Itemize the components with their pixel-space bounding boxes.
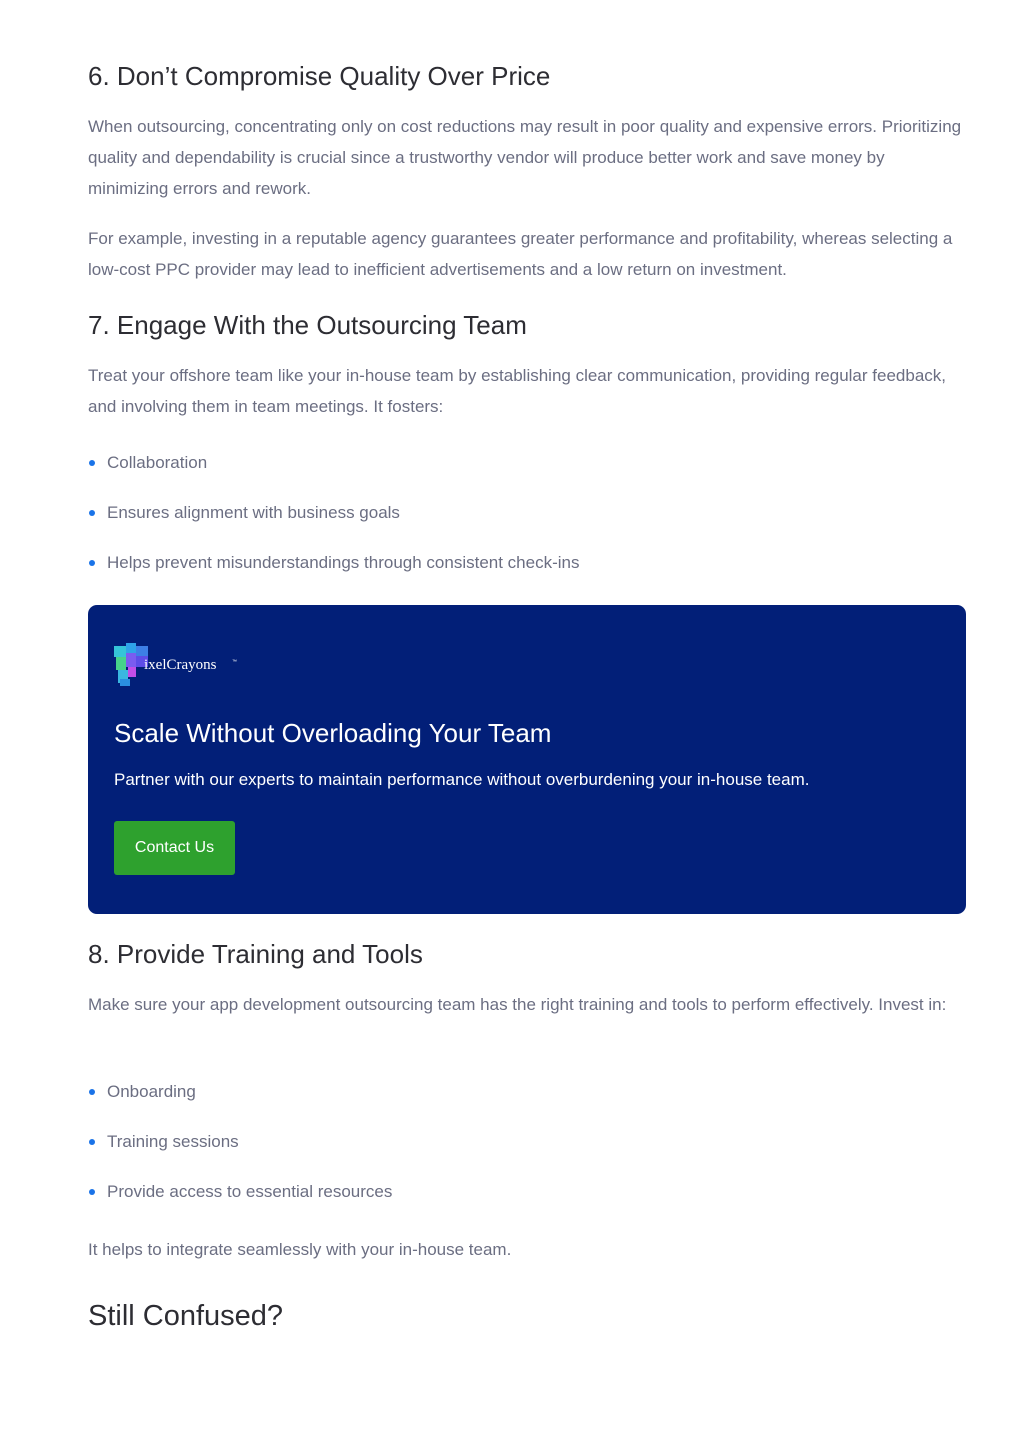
list-item: Helps prevent misunderstandings through consistent check-ins	[88, 552, 579, 574]
bullet-list-training	[88, 1081, 392, 1203]
list-item: Collaboration	[88, 452, 579, 502]
section-paragraph-closing: It helps to integrate seamlessly with your in-house team.	[88, 1240, 512, 1259]
section-heading-engage: 7. Engage With the Outsourcing Team	[88, 310, 527, 340]
bullet-list-engage	[88, 452, 579, 574]
faq-heading: Still Confused?	[88, 1300, 284, 1332]
list-item: Provide access to essential resources	[88, 1181, 392, 1203]
cta-title: Scale Without Overloading Your Team	[114, 718, 552, 748]
cta-banner	[88, 605, 966, 914]
section-paragraph-example: For example, investing in a reputable agency guarantees greater performance and profitability, whereas selecting a low-cost PPC provider may lead to inefficient advertisements and a low return on investment.	[88, 229, 953, 279]
logo-wordmark: ixelCrayons	[144, 657, 217, 673]
pixelcrayons-logo	[114, 643, 254, 691]
list-item: Ensures alignment with business goals	[88, 502, 579, 552]
section-paragraph-engage: Treat your offshore team like your in-house team by establishing clear communication, providing regular feedback, and involving them in team meetings. It fosters:	[88, 366, 946, 416]
contact-us-button[interactable]: Contact Us	[114, 821, 235, 875]
section-paragraph-training: Make sure your app development outsourcing team has the right training and tools to perform effectively. Invest in:	[88, 995, 947, 1014]
list-item: Training sessions	[88, 1131, 392, 1181]
section-paragraph-quality: When outsourcing, concentrating only on cost reductions may result in poor quality and expensive errors. Prioritizing quality and dependability is crucial since a trustworthy vendor will produce better work and save money by minimizing errors and rework.	[88, 117, 962, 198]
cta-description: Partner with our experts to maintain performance without overburdening your in-house team.	[114, 770, 810, 789]
section-heading-quality: 6. Don’t Compromise Quality Over Price	[88, 61, 551, 91]
list-item: Onboarding	[88, 1081, 392, 1131]
section-heading-training: 8. Provide Training and Tools	[88, 939, 423, 969]
logo-trademark: ™	[232, 659, 237, 665]
